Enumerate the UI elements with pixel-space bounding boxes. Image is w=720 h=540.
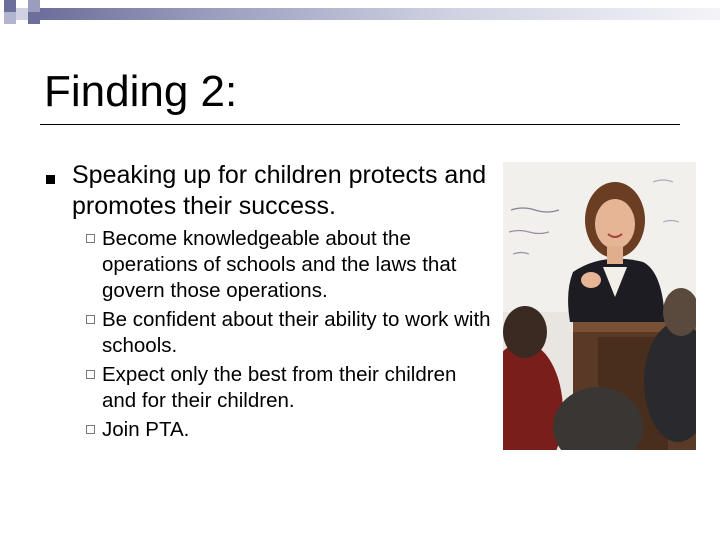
hollow-square-bullet-icon	[86, 234, 95, 243]
sub-point	[86, 417, 496, 443]
deco-square	[28, 12, 40, 24]
hollow-square-bullet-icon	[86, 315, 95, 324]
hollow-square-bullet-icon	[86, 425, 95, 434]
slide-title: Finding 2:	[44, 67, 238, 116]
deco-square	[4, 0, 16, 12]
sub-point	[86, 307, 496, 359]
sub-point	[86, 362, 496, 414]
hollow-square-bullet-icon	[86, 370, 95, 379]
presenter-photo	[503, 162, 696, 450]
sub-point-text: Expect only the best from their children and for their children.	[102, 363, 457, 412]
deco-square	[16, 8, 28, 20]
deco-square	[4, 12, 16, 24]
sub-point-list	[86, 226, 496, 446]
deco-square	[28, 0, 40, 12]
title-divider	[40, 124, 680, 125]
main-point: Speaking up for children protects and promotes their success.	[72, 161, 487, 220]
sub-point-text: Be confident about their ability to work with schools.	[102, 308, 491, 357]
sub-point-text: Become knowledgeable about the operations of schools and the laws that govern those operations.	[102, 227, 457, 302]
sub-point-text: Join PTA.	[102, 418, 190, 441]
presenter-illustration	[503, 162, 696, 450]
decorative-header-band	[0, 0, 720, 24]
filled-square-bullet-icon	[46, 175, 55, 184]
sub-point	[86, 226, 496, 304]
gradient-bar	[40, 8, 720, 20]
